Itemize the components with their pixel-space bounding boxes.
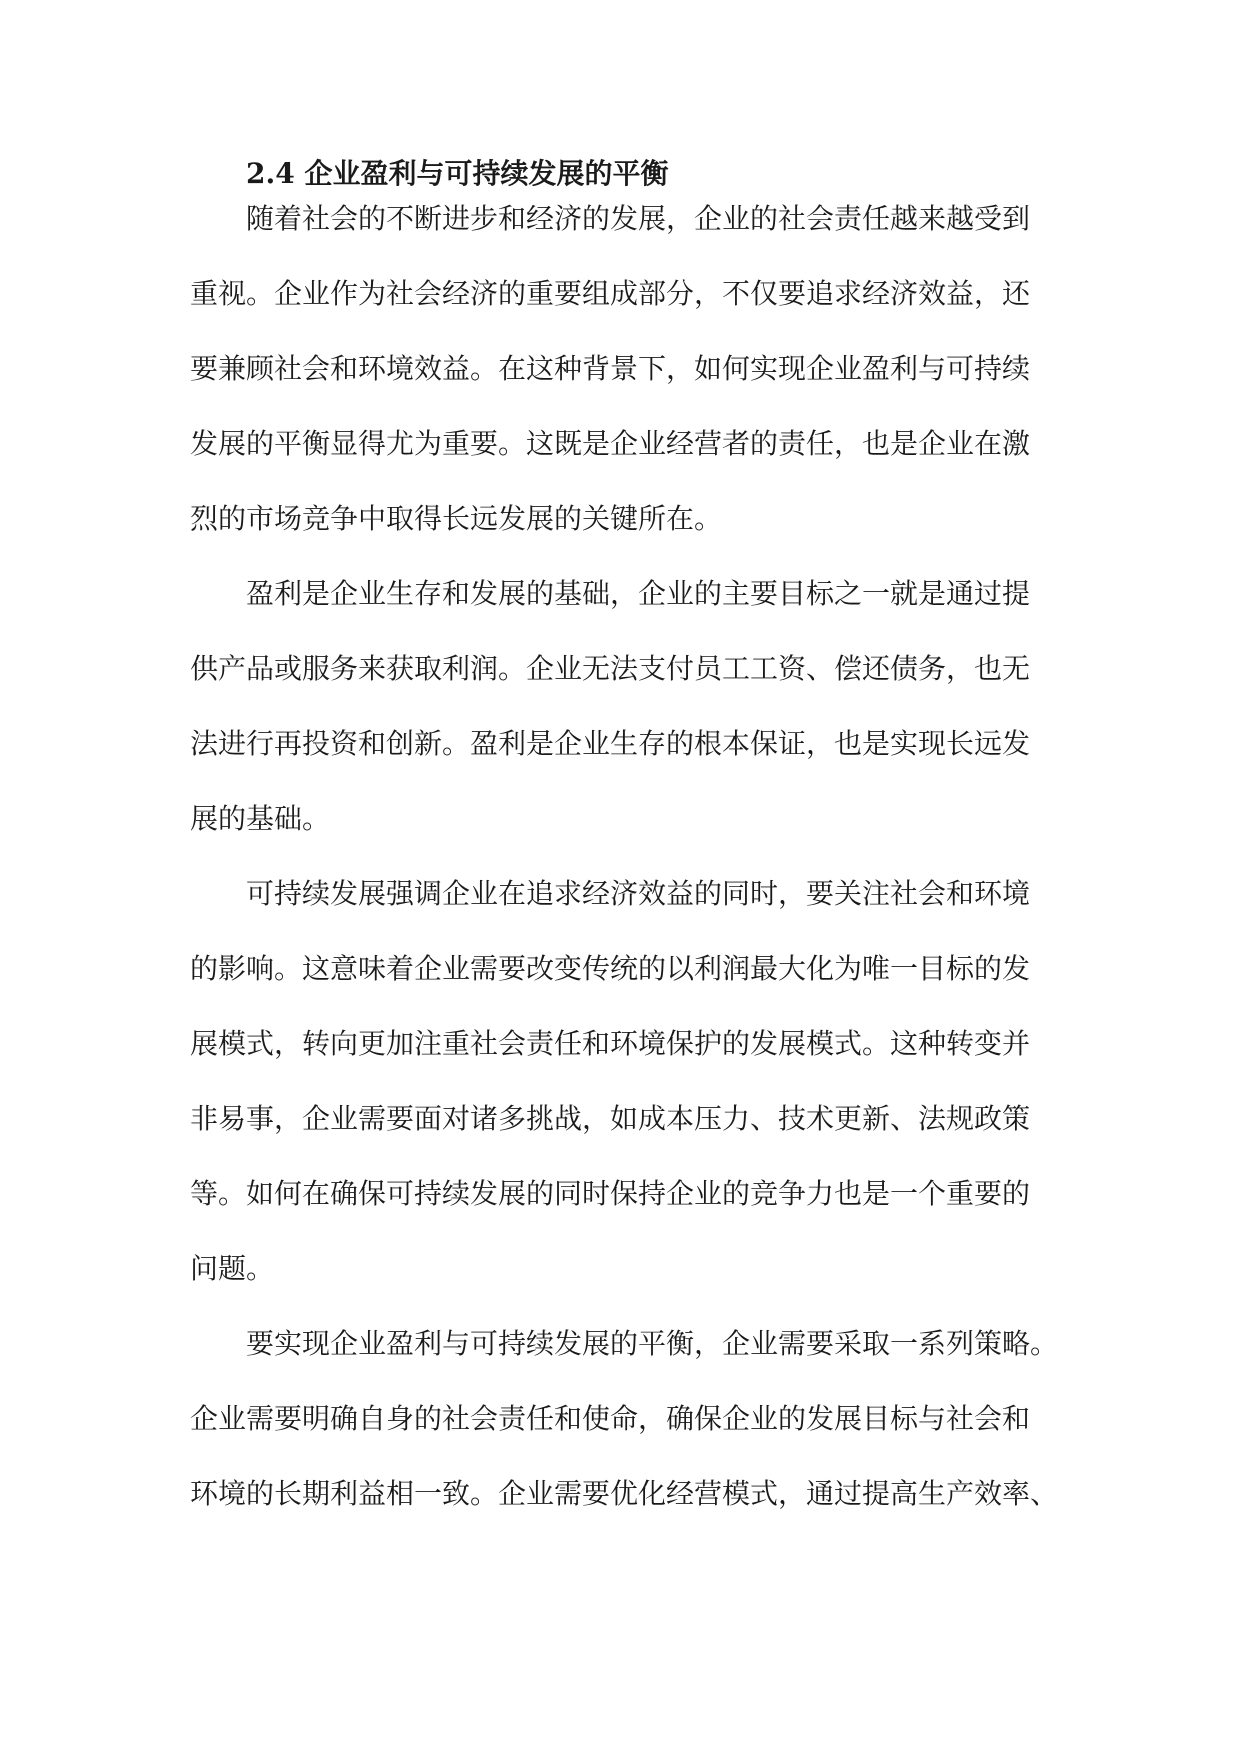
- paragraph-3-line-5: 等。如何在确保可持续发展的同时保持企业的竞争力也是一个重要的: [190, 1177, 1031, 1210]
- paragraph-3-line-6: 问题。: [190, 1252, 275, 1285]
- paragraph-1-line-1: 随着社会的不断进步和经济的发展，企业的社会责任越来越受到: [246, 202, 1031, 235]
- section-heading: 2.4 企业盈利与可持续发展的平衡: [246, 157, 669, 190]
- paragraph-4-line-3: 环境的长期利益相一致。企业需要优化经营模式，通过提高生产效率、: [190, 1477, 1059, 1510]
- paragraph-4-line-1: 要实现企业盈利与可持续发展的平衡，企业需要采取一系列策略。: [246, 1327, 1059, 1360]
- paragraph-4-line-2: 企业需要明确自身的社会责任和使命，确保企业的发展目标与社会和: [190, 1402, 1031, 1435]
- paragraph-1-line-4: 发展的平衡显得尤为重要。这既是企业经营者的责任，也是企业在激: [190, 427, 1031, 460]
- paragraph-3-line-4: 非易事，企业需要面对诸多挑战，如成本压力、技术更新、法规政策: [190, 1102, 1031, 1135]
- paragraph-1-line-2: 重视。企业作为社会经济的重要组成部分，不仅要追求经济效益，还: [190, 277, 1031, 310]
- paragraph-3-line-3: 展模式，转向更加注重社会责任和环境保护的发展模式。这种转变并: [190, 1027, 1031, 1060]
- paragraph-2-line-3: 法进行再投资和创新。盈利是企业生存的根本保证，也是实现长远发: [190, 727, 1031, 760]
- paragraph-1-line-5: 烈的市场竞争中取得长远发展的关键所在。: [190, 502, 723, 535]
- paragraph-2-line-4: 展的基础。: [190, 802, 331, 835]
- paragraph-1-line-3: 要兼顾社会和环境效益。在这种背景下，如何实现企业盈利与可持续: [190, 352, 1031, 385]
- paragraph-2-line-2: 供产品或服务来获取利润。企业无法支付员工工资、偿还债务，也无: [190, 652, 1031, 685]
- paragraph-3-line-2: 的影响。这意味着企业需要改变传统的以利润最大化为唯一目标的发: [190, 952, 1031, 985]
- paragraph-2-line-1: 盈利是企业生存和发展的基础，企业的主要目标之一就是通过提: [246, 577, 1031, 610]
- paragraph-3-line-1: 可持续发展强调企业在追求经济效益的同时，要关注社会和环境: [246, 877, 1031, 910]
